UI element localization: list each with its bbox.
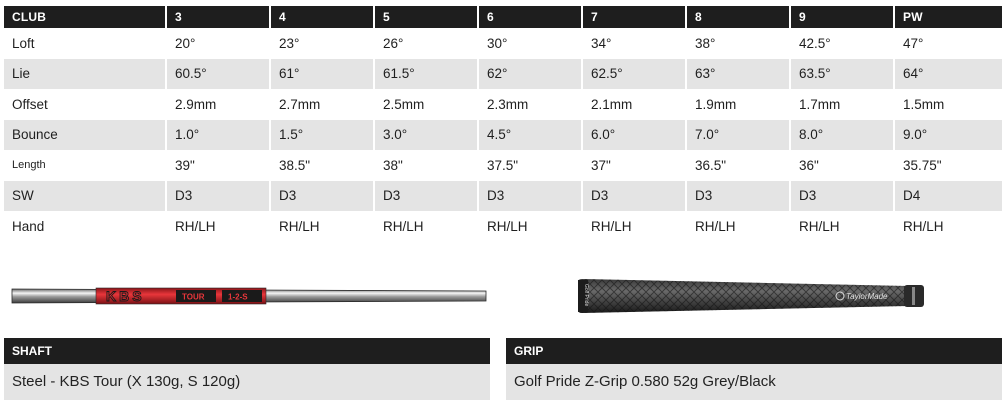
header-6: 6 [478,6,582,28]
row-label-hand: Hand [4,211,166,242]
shaft-model-text: TOUR [182,292,205,302]
shaft-code-text: 1-2-S [228,292,248,302]
table-cell: 64° [894,59,1002,90]
header-club: CLUB [4,6,166,28]
table-cell: 38° [686,28,790,59]
table-cell: 34° [582,28,686,59]
table-cell: 8.0° [790,120,894,151]
shaft-heading: SHAFT [4,338,490,364]
row-label-bounce: Bounce [4,120,166,151]
table-cell: 20° [166,28,270,59]
row-label-length: Length [4,150,166,181]
table-cell: 1.9mm [686,89,790,120]
header-9: 9 [790,6,894,28]
table-cell: D3 [686,181,790,212]
table-row [4,89,1002,120]
shaft-value: Steel - KBS Tour (X 130g, S 120g) [4,364,490,400]
table-cell: D3 [166,181,270,212]
header-5: 5 [374,6,478,28]
row-label-offset: Offset [4,89,166,120]
table-cell: 38" [374,150,478,181]
shaft-brand-text: KBS [106,288,145,304]
table-cell: 2.1mm [582,89,686,120]
table-cell: D3 [270,181,374,212]
table-cell: D3 [478,181,582,212]
grip-value: Golf Pride Z-Grip 0.580 52g Grey/Black [506,364,1002,400]
table-cell: 4.5° [478,120,582,151]
table-cell: 61° [270,59,374,90]
table-row [4,211,1002,242]
row-label-loft: Loft [4,28,166,59]
table-cell: 37.5" [478,150,582,181]
grip-logo-text: TaylorMade [846,292,888,301]
table-cell: 2.5mm [374,89,478,120]
table-cell: 47° [894,28,1002,59]
table-cell: 2.7mm [270,89,374,120]
table-cell: RH/LH [790,211,894,242]
shaft-info [4,338,490,400]
table-cell: RH/LH [166,211,270,242]
table-cell: RH/LH [478,211,582,242]
table-cell: 1.0° [166,120,270,151]
table-cell: 7.0° [686,120,790,151]
table-row [4,59,1002,90]
header-3: 3 [166,6,270,28]
table-cell: 36.5" [686,150,790,181]
table-cell: 42.5° [790,28,894,59]
table-cell: 9.0° [894,120,1002,151]
table-cell: RH/LH [894,211,1002,242]
table-cell: 62.5° [582,59,686,90]
table-cell: 6.0° [582,120,686,151]
header-4: 4 [270,6,374,28]
table-cell: 1.5° [270,120,374,151]
table-cell: 39" [166,150,270,181]
table-cell: 36" [790,150,894,181]
table-cell: 1.5mm [894,89,1002,120]
header-8: 8 [686,6,790,28]
table-cell: 26° [374,28,478,59]
header-7: 7 [582,6,686,28]
row-label-sw: SW [4,181,166,212]
table-cell: RH/LH [582,211,686,242]
table-cell: 1.7mm [790,89,894,120]
table-cell: 63° [686,59,790,90]
specs-table [4,6,1002,242]
table-cell: 62° [478,59,582,90]
table-cell: RH/LH [686,211,790,242]
table-cell: 2.9mm [166,89,270,120]
header-pw: PW [894,6,1002,28]
shaft-image [10,283,488,309]
grip-info [506,338,1002,400]
table-row [4,181,1002,212]
table-cell: D4 [894,181,1002,212]
table-cell: 63.5° [790,59,894,90]
table-cell: 35.75" [894,150,1002,181]
grip-heading: GRIP [506,338,1002,364]
table-cell: D3 [374,181,478,212]
table-row [4,120,1002,151]
table-cell: RH/LH [374,211,478,242]
table-cell: D3 [582,181,686,212]
table-cell: RH/LH [270,211,374,242]
table-header-row [4,6,1002,28]
row-label-lie: Lie [4,59,166,90]
table-cell: 37" [582,150,686,181]
table-cell: 3.0° [374,120,478,151]
table-cell: 61.5° [374,59,478,90]
table-row [4,28,1002,59]
table-row [4,150,1002,181]
table-cell: 23° [270,28,374,59]
table-cell: 38.5" [270,150,374,181]
table-cell: 60.5° [166,59,270,90]
table-cell: 2.3mm [478,89,582,120]
grip-side-text: Golf Pride [583,284,589,307]
grip-image [574,276,926,316]
table-cell: 30° [478,28,582,59]
table-cell: D3 [790,181,894,212]
